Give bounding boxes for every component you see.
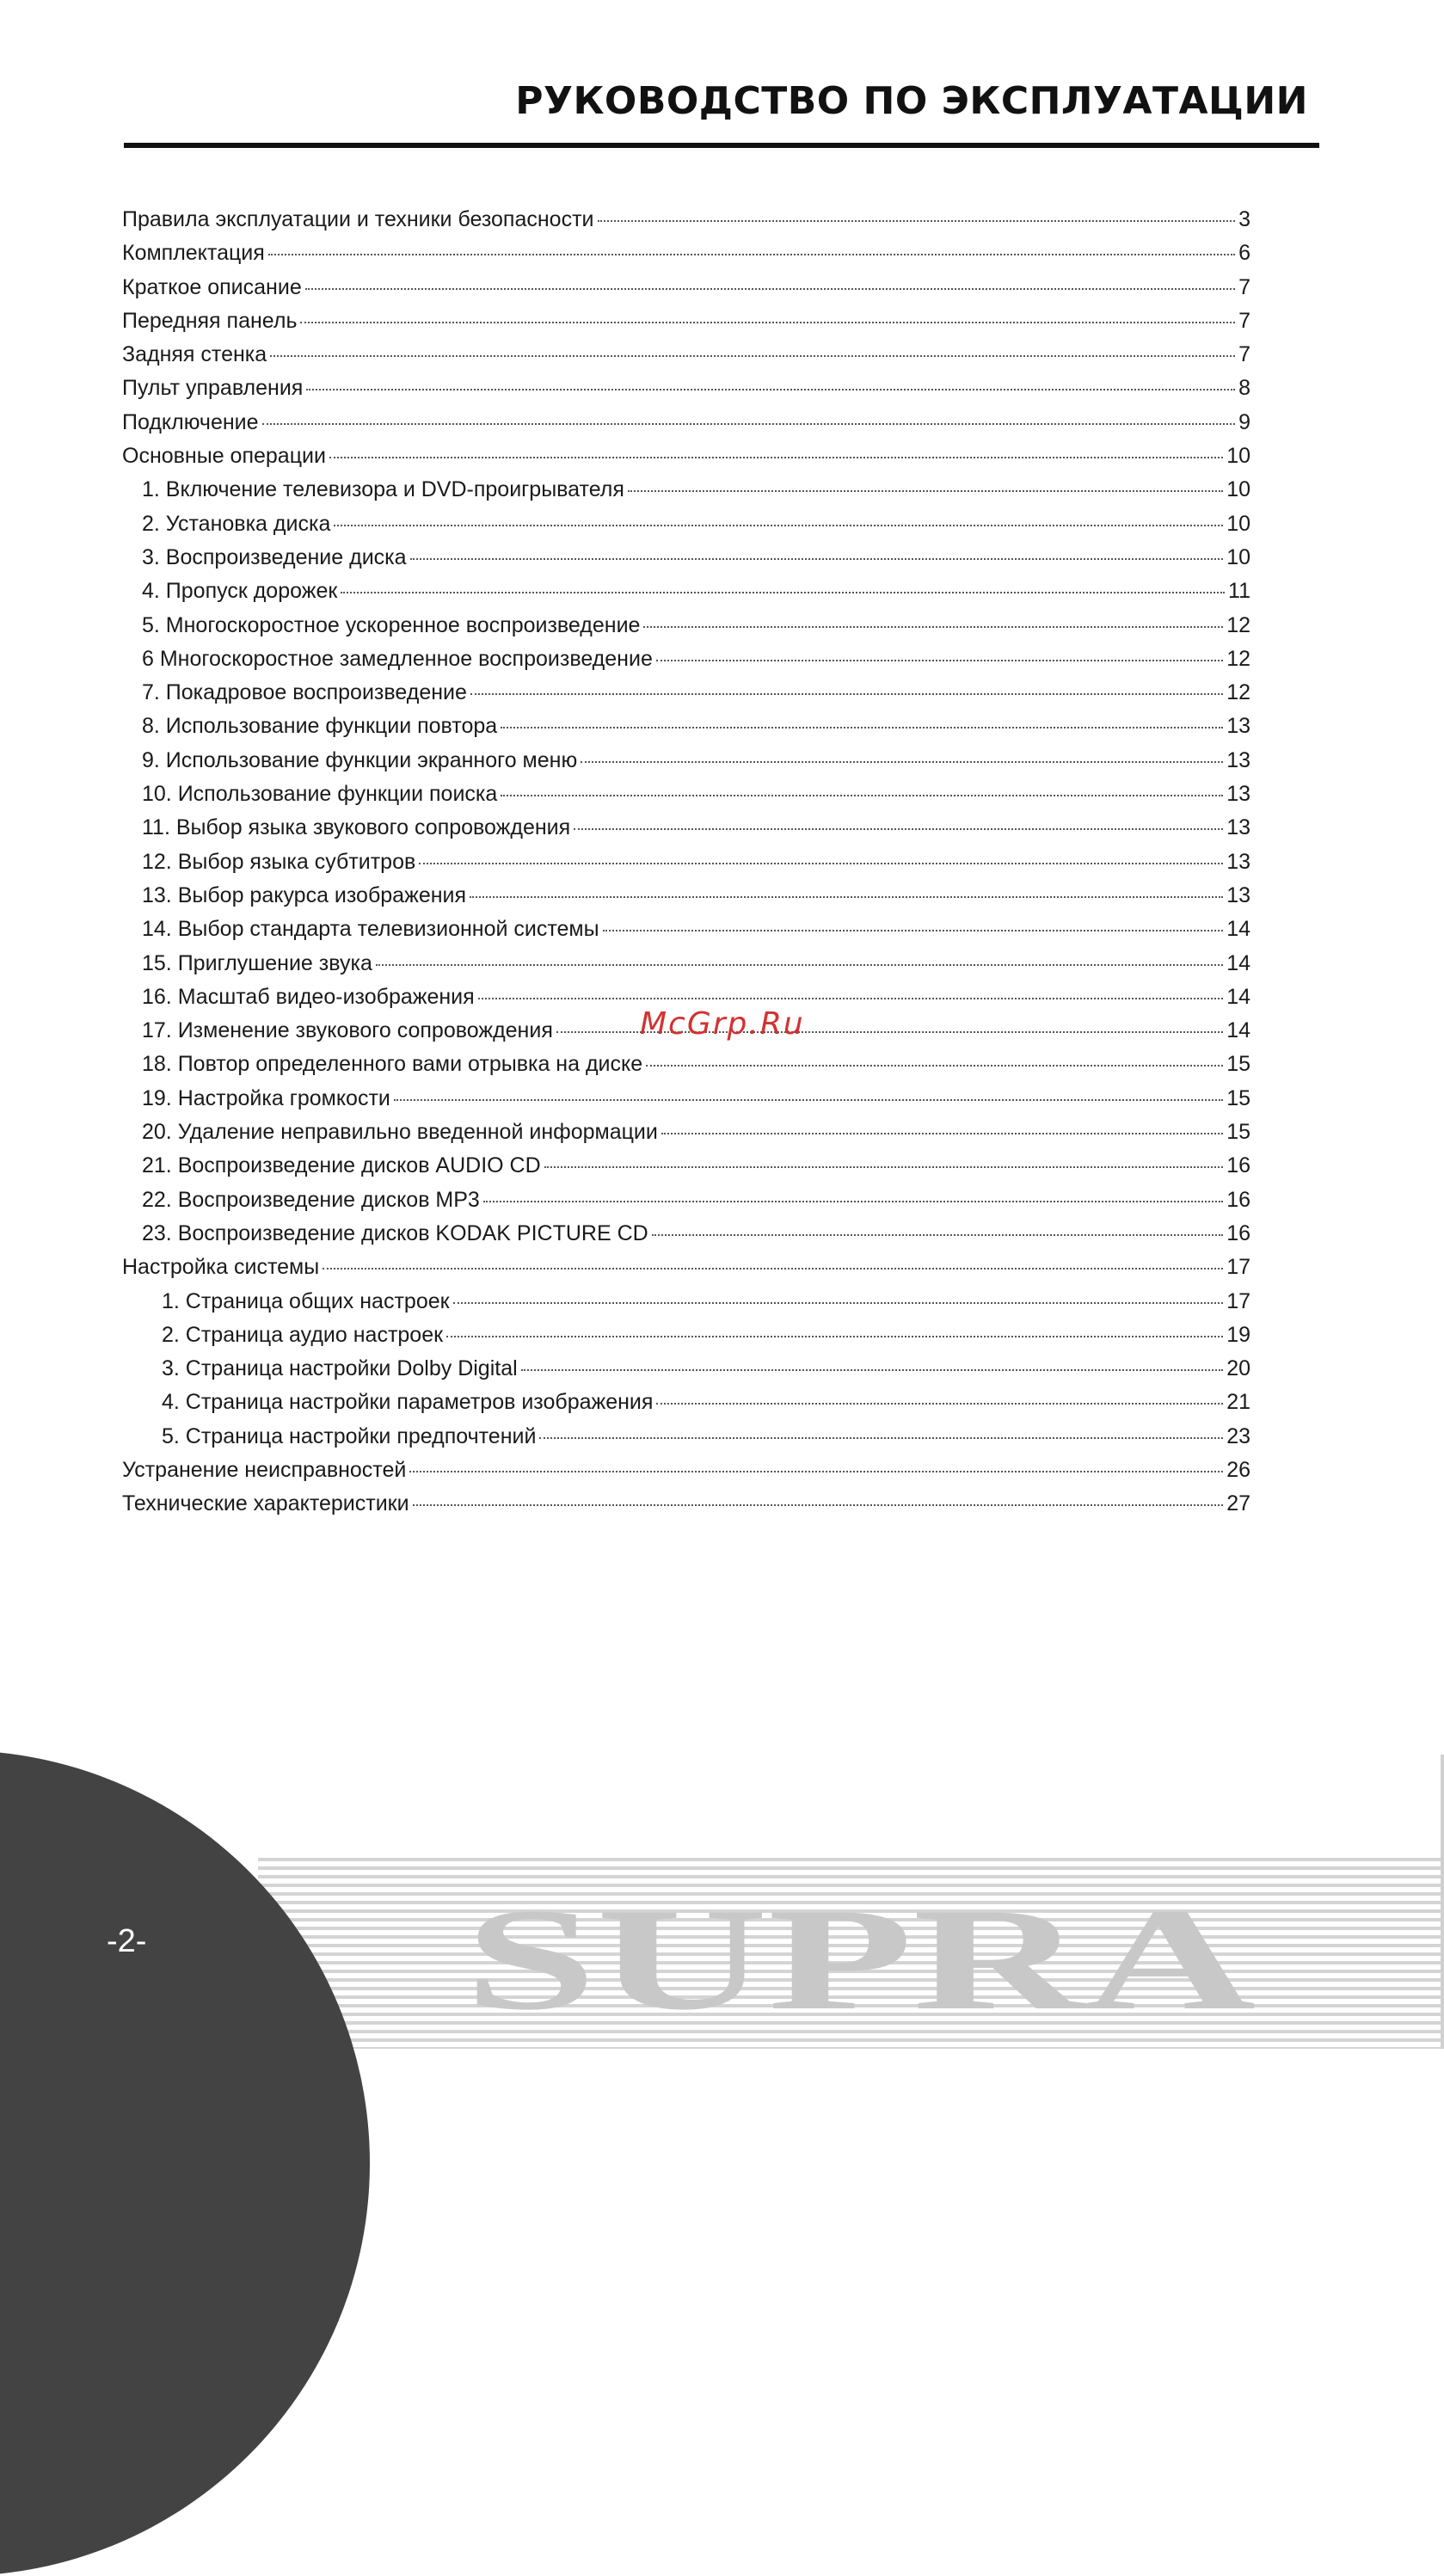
toc-entry-title: 5. Многоскоростное ускоренное воспроизведение bbox=[142, 612, 641, 637]
toc-entry-page: 16 bbox=[1226, 1220, 1250, 1245]
page-header-title: РУКОВОДСТВО ПО ЭКСПЛУАТАЦИИ bbox=[515, 79, 1308, 123]
toc-entry-page: 3 bbox=[1238, 207, 1250, 231]
toc-entry-page: 10 bbox=[1226, 544, 1250, 569]
toc-entry-page: 14 bbox=[1226, 917, 1250, 942]
toc-entry-title: Правила эксплуатации и техники безопасности bbox=[122, 207, 594, 231]
toc-entry[interactable] bbox=[122, 507, 1250, 541]
toc-entry-title: 4. Пропуск дорожек bbox=[142, 579, 338, 604]
toc-dot-leader bbox=[643, 626, 1223, 628]
toc-dot-leader bbox=[501, 727, 1223, 729]
toc-entry[interactable] bbox=[122, 845, 1250, 879]
toc-dot-leader bbox=[501, 795, 1223, 796]
toc-entry[interactable] bbox=[122, 271, 1250, 304]
toc-entry-page: 21 bbox=[1226, 1390, 1250, 1415]
toc-entry-title: 18. Повтор определенного вами отрывка на диске bbox=[142, 1052, 643, 1077]
toc-dot-leader bbox=[470, 896, 1223, 898]
toc-dot-leader bbox=[409, 1471, 1223, 1472]
toc-dot-leader bbox=[603, 930, 1224, 931]
toc-entry[interactable] bbox=[122, 676, 1250, 710]
toc-entry-page: 13 bbox=[1226, 782, 1250, 807]
toc-dot-leader bbox=[581, 761, 1223, 763]
toc-entry-title: Технические характеристики bbox=[122, 1491, 409, 1516]
toc-entry[interactable] bbox=[122, 1319, 1250, 1352]
toc-entry-page: 7 bbox=[1238, 308, 1250, 333]
toc-dot-leader bbox=[410, 558, 1224, 560]
toc-entry-page: 12 bbox=[1226, 680, 1250, 705]
toc-entry-title: Настройка системы bbox=[122, 1255, 320, 1280]
toc-entry[interactable] bbox=[122, 372, 1250, 405]
toc-dot-leader bbox=[376, 964, 1223, 966]
toc-dot-leader bbox=[478, 998, 1224, 999]
toc-entry-title: 10. Использование функции поиска bbox=[142, 782, 498, 807]
header-rule bbox=[124, 143, 1319, 148]
toc-entry[interactable] bbox=[122, 879, 1250, 913]
toc-entry[interactable] bbox=[122, 203, 1250, 237]
toc-entry-page: 12 bbox=[1226, 646, 1250, 671]
toc-entry-page: 19 bbox=[1226, 1322, 1250, 1347]
toc-entry-title: 20. Удаление неправильно введенной информации bbox=[142, 1120, 658, 1145]
toc-entry-title: 5. Страница настройки предпочтений bbox=[162, 1423, 537, 1448]
toc-entry-title: 12. Выбор языка субтитров bbox=[142, 849, 416, 874]
toc-entry-title: 3. Воспроизведение диска bbox=[142, 544, 407, 569]
toc-entry-title: 3. Страница настройки Dolby Digital bbox=[162, 1356, 518, 1381]
toc-dot-leader bbox=[574, 828, 1223, 830]
toc-entry-page: 7 bbox=[1238, 274, 1250, 299]
toc-dot-leader bbox=[329, 457, 1223, 458]
toc-entry-page: 10 bbox=[1226, 477, 1250, 502]
toc-entry-page: 10 bbox=[1226, 511, 1250, 536]
toc-entry[interactable] bbox=[122, 1116, 1250, 1149]
toc-entry[interactable] bbox=[122, 406, 1250, 440]
toc-dot-leader bbox=[521, 1369, 1224, 1371]
toc-entry[interactable] bbox=[122, 1048, 1250, 1081]
toc-entry[interactable] bbox=[122, 473, 1250, 507]
toc-entry[interactable] bbox=[122, 1183, 1250, 1217]
toc-dot-leader bbox=[453, 1302, 1224, 1304]
toc-dot-leader bbox=[446, 1336, 1223, 1337]
watermark-text: McGrp.Ru bbox=[640, 1006, 805, 1042]
toc-entry-page: 13 bbox=[1226, 714, 1250, 739]
toc-dot-leader bbox=[628, 490, 1223, 492]
toc-entry-title: Комплектация bbox=[122, 241, 265, 266]
toc-dot-leader bbox=[305, 288, 1235, 290]
toc-dot-leader bbox=[652, 1234, 1224, 1236]
toc-entry-title: Пульт управления bbox=[122, 376, 304, 401]
toc-entry-title: 7. Покадровое воспроизведение bbox=[142, 680, 467, 705]
toc-entry[interactable] bbox=[122, 1082, 1250, 1116]
page-number: -2- bbox=[107, 1923, 147, 1959]
toc-entry-page: 8 bbox=[1238, 376, 1250, 401]
toc-dot-leader bbox=[544, 1166, 1224, 1168]
toc-entry-page: 12 bbox=[1226, 612, 1250, 637]
toc-entry[interactable] bbox=[122, 1285, 1250, 1319]
toc-dot-leader bbox=[656, 1403, 1223, 1405]
toc-entry-page: 23 bbox=[1226, 1423, 1250, 1448]
toc-entry[interactable] bbox=[122, 575, 1250, 608]
toc-entry-title: 1. Страница общих настроек bbox=[162, 1288, 450, 1313]
toc-entry-title: Задняя стенка bbox=[122, 342, 267, 367]
toc-entry-page: 15 bbox=[1226, 1085, 1250, 1110]
toc-entry[interactable] bbox=[122, 1420, 1250, 1454]
toc-dot-leader bbox=[341, 592, 1225, 593]
toc-dot-leader bbox=[262, 423, 1236, 425]
toc-entry-title: 2. Установка диска bbox=[142, 511, 331, 536]
toc-entry[interactable] bbox=[122, 744, 1250, 778]
toc-entry-page: 26 bbox=[1226, 1457, 1250, 1482]
toc-entry[interactable] bbox=[122, 440, 1250, 473]
toc-dot-leader bbox=[598, 220, 1236, 222]
toc-entry-title: 9. Использование функции экранного меню bbox=[142, 747, 578, 772]
toc-entry-title: 13. Выбор ракурса изображения bbox=[142, 882, 467, 907]
toc-entry-page: 17 bbox=[1226, 1255, 1250, 1280]
toc-entry-title: Основные операции bbox=[122, 444, 326, 469]
toc-entry[interactable] bbox=[122, 1487, 1250, 1521]
toc-entry-page: 15 bbox=[1226, 1052, 1250, 1077]
toc-entry[interactable] bbox=[122, 1251, 1250, 1284]
toc-entry-page: 7 bbox=[1238, 342, 1250, 367]
toc-entry-title: 11. Выбор языка звукового сопровождения bbox=[142, 815, 571, 840]
toc-dot-leader bbox=[306, 389, 1235, 390]
toc-entry-title: 16. Масштаб видео-изображения bbox=[142, 984, 475, 1009]
toc-entry-page: 27 bbox=[1226, 1491, 1250, 1516]
toc-entry-title: 1. Включение телевизора и DVD-проигрывателя bbox=[142, 477, 624, 502]
toc-dot-leader bbox=[323, 1268, 1223, 1270]
toc-entry-page: 6 bbox=[1238, 241, 1250, 266]
toc-entry-page: 13 bbox=[1226, 747, 1250, 772]
toc-entry[interactable] bbox=[122, 1386, 1250, 1419]
supra-logo-text: SUPRA bbox=[464, 1892, 1256, 2021]
toc-dot-leader bbox=[539, 1437, 1223, 1439]
toc-dot-leader bbox=[413, 1504, 1224, 1506]
toc-entry[interactable] bbox=[122, 1454, 1250, 1487]
toc-entry-title: 14. Выбор стандарта телевизионной системы bbox=[142, 917, 599, 942]
toc-entry-page: 11 bbox=[1228, 579, 1250, 604]
toc-dot-leader bbox=[419, 863, 1223, 864]
toc-entry-page: 14 bbox=[1226, 1018, 1250, 1043]
toc-entry[interactable] bbox=[122, 1217, 1250, 1251]
toc-entry[interactable] bbox=[122, 642, 1250, 676]
page-edge-decoration bbox=[1441, 1755, 1444, 2049]
toc-entry-page: 16 bbox=[1226, 1153, 1250, 1178]
toc-entry[interactable] bbox=[122, 710, 1250, 743]
toc-entry-page: 13 bbox=[1226, 849, 1250, 874]
toc-entry-title: 15. Приглушение звука bbox=[142, 950, 372, 975]
toc-dot-leader bbox=[268, 254, 1235, 255]
toc-entry-page: 10 bbox=[1226, 444, 1250, 469]
toc-entry[interactable] bbox=[122, 913, 1250, 946]
supra-logo bbox=[456, 1892, 1264, 2021]
toc-dot-leader bbox=[470, 693, 1223, 695]
toc-entry-title: 19. Настройка громкости bbox=[142, 1085, 390, 1110]
toc-entry[interactable] bbox=[122, 338, 1250, 372]
toc-entry-title: 17. Изменение звукового сопровождения bbox=[142, 1018, 553, 1043]
toc-entry[interactable] bbox=[122, 811, 1250, 845]
toc-dot-leader bbox=[270, 355, 1235, 357]
toc-entry-page: 15 bbox=[1226, 1120, 1250, 1145]
table-of-contents bbox=[122, 203, 1250, 1522]
toc-entry-title: 6 Многоскоростное замедленное воспроизведение bbox=[142, 646, 653, 671]
toc-entry-page: 13 bbox=[1226, 882, 1250, 907]
toc-dot-leader bbox=[646, 1065, 1223, 1067]
toc-entry-page: 20 bbox=[1226, 1356, 1250, 1381]
toc-entry-title: Подключение bbox=[122, 409, 259, 434]
toc-entry-title: Краткое описание bbox=[122, 274, 302, 299]
toc-entry-page: 14 bbox=[1226, 950, 1250, 975]
toc-entry[interactable] bbox=[122, 1352, 1250, 1386]
toc-dot-leader bbox=[334, 525, 1223, 526]
toc-entry-title: 23. Воспроизведение дисков KODAK PICTURE CD bbox=[142, 1220, 648, 1245]
toc-entry-title: Передняя панель bbox=[122, 308, 298, 333]
toc-entry-page: 14 bbox=[1226, 984, 1250, 1009]
toc-entry-page: 16 bbox=[1226, 1187, 1250, 1212]
toc-entry-title: 21. Воспроизведение дисков AUDIO CD bbox=[142, 1153, 541, 1178]
toc-entry-page: 17 bbox=[1226, 1288, 1250, 1313]
toc-entry-page: 9 bbox=[1238, 409, 1250, 434]
toc-entry[interactable] bbox=[122, 237, 1250, 270]
toc-entry[interactable] bbox=[122, 1149, 1250, 1183]
toc-entry[interactable] bbox=[122, 609, 1250, 642]
toc-entry[interactable] bbox=[122, 947, 1250, 981]
toc-entry-title: Устранение неисправностей bbox=[122, 1457, 407, 1482]
toc-dot-leader bbox=[300, 322, 1235, 323]
toc-dot-leader bbox=[661, 1133, 1223, 1134]
toc-entry-title: 8. Использование функции повтора bbox=[142, 714, 498, 739]
toc-entry[interactable] bbox=[122, 541, 1250, 575]
toc-dot-leader bbox=[394, 1099, 1223, 1101]
toc-entry-page: 13 bbox=[1226, 815, 1250, 840]
toc-dot-leader bbox=[656, 660, 1223, 661]
toc-entry[interactable] bbox=[122, 304, 1250, 338]
toc-entry-title: 4. Страница настройки параметров изображения bbox=[162, 1390, 654, 1415]
toc-entry[interactable] bbox=[122, 778, 1250, 811]
toc-entry-title: 2. Страница аудио настроек bbox=[162, 1322, 444, 1347]
toc-entry-title: 22. Воспроизведение дисков MP3 bbox=[142, 1187, 480, 1212]
toc-dot-leader bbox=[483, 1201, 1223, 1202]
